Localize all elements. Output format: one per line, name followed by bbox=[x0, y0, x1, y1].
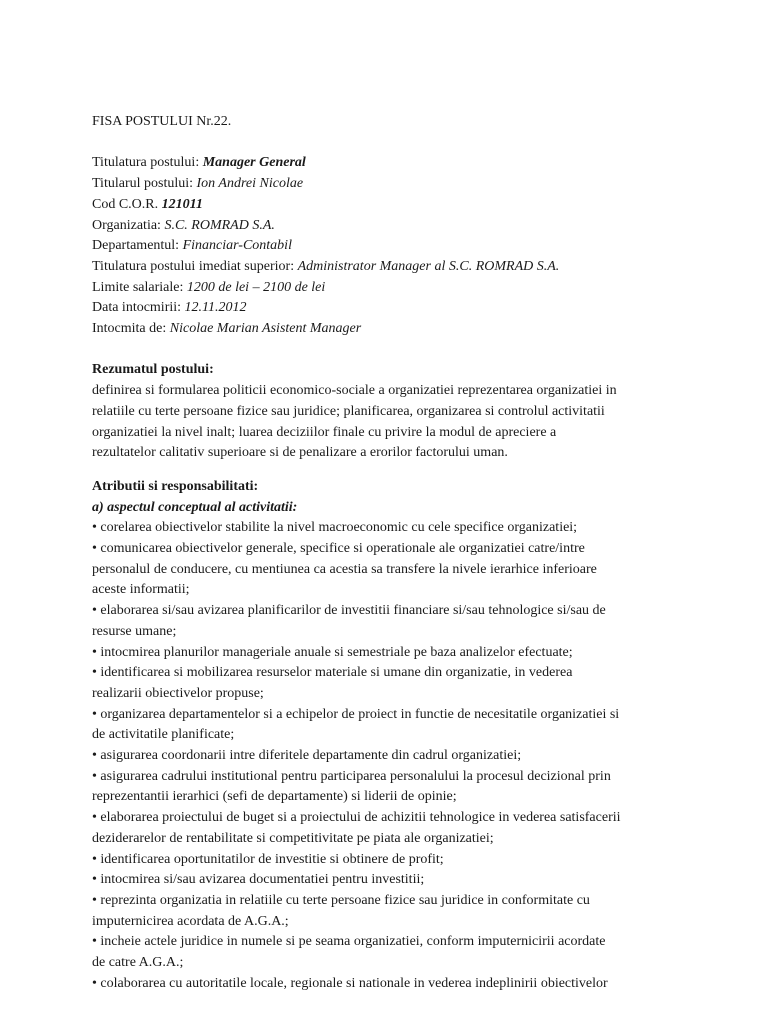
field-row bbox=[92, 216, 692, 237]
field-row bbox=[92, 236, 692, 257]
duties-heading: Atributii si responsabilitati: bbox=[92, 478, 259, 494]
duty-line: reprezentantii ierarhici (sefi de departamente) si liderii de opinie; bbox=[92, 789, 457, 805]
duty-line: personalul de conducere, cu mentiunea ca acestia sa transfere la nivele ierarhice inferioare bbox=[92, 561, 597, 577]
duty-line: • organizarea departamentelor si a echipelor de proiect in functie de necesitatile organizatiei si bbox=[92, 706, 620, 722]
field-row bbox=[92, 319, 692, 340]
field-row bbox=[92, 195, 692, 216]
field-label: Titulatura postului imediat superior: bbox=[92, 258, 298, 274]
summary-line: definirea si formularea politicii economico-sociale a organizatiei reprezentarea organizatiei in bbox=[92, 383, 617, 399]
duty-item bbox=[92, 518, 692, 539]
field-value: 1200 de lei – 2100 de lei bbox=[186, 279, 326, 295]
job-fields bbox=[92, 153, 692, 339]
summary-line: relatiile cu terte persoane fizice sau juridice; planificarea, organizarea si controlul activitatii bbox=[92, 403, 605, 419]
spacer bbox=[92, 340, 692, 361]
summary-text bbox=[92, 381, 692, 464]
field-label: Intocmita de: bbox=[92, 321, 170, 337]
field-label: Data intocmirii: bbox=[92, 300, 185, 316]
summary-line: rezultatelor calitativ superioare si de penalizare a erorilor factorului uman. bbox=[92, 445, 508, 461]
duty-item bbox=[92, 746, 692, 767]
duty-line: • corelarea obiectivelor stabilite la nivel macroeconomic cu cele specifice organizatiei; bbox=[92, 520, 578, 536]
duty-item bbox=[92, 974, 692, 995]
field-row bbox=[92, 278, 692, 299]
duty-item bbox=[92, 663, 692, 704]
duty-line: • incheie actele juridice in numele si pe seama organizatiei, conform imputernicirii acordate bbox=[92, 934, 606, 950]
duty-item bbox=[92, 643, 692, 664]
duty-line: • asigurarea coordonarii intre diferitele departamente din cadrul organizatiei; bbox=[92, 748, 522, 764]
document-title: FISA POSTULUI Nr.22. bbox=[92, 114, 232, 129]
field-row bbox=[92, 257, 692, 278]
field-value: Financiar-Contabil bbox=[182, 238, 292, 254]
field-label: Organizatia: bbox=[92, 217, 165, 233]
duty-line: aceste informatii; bbox=[92, 582, 190, 598]
spacer bbox=[92, 464, 692, 477]
duties-subheading: a) aspectul conceptual al activitatii: bbox=[92, 499, 298, 515]
duty-line: resurse umane; bbox=[92, 623, 177, 639]
field-row bbox=[92, 174, 692, 195]
job-description-document bbox=[92, 112, 692, 995]
field-label: Departamentul: bbox=[92, 238, 183, 254]
field-label: Titularul postului: bbox=[92, 176, 197, 192]
summary-heading: Rezumatul postului: bbox=[92, 362, 214, 378]
field-label: Titulatura postului: bbox=[92, 155, 203, 171]
field-row bbox=[92, 298, 692, 319]
duty-line: deziderarelor de rentabilitate si competitivitate pe piata ale organizatiei; bbox=[92, 830, 494, 846]
field-value: Administrator Manager al S.C. ROMRAD S.A. bbox=[297, 258, 560, 274]
duty-item bbox=[92, 539, 692, 601]
duty-item bbox=[92, 932, 692, 973]
duty-item bbox=[92, 808, 692, 849]
field-value: 12.11.2012 bbox=[184, 300, 247, 316]
duty-line: • identificarea si mobilizarea resurselor materiale si umane din organizatie, in vederea bbox=[92, 665, 573, 681]
field-row bbox=[92, 153, 692, 174]
duty-line: imputernicirea acordata de A.G.A.; bbox=[92, 913, 289, 929]
duty-line: • asigurarea cadrului institutional pentru participarea personalului la procesul decizional prin bbox=[92, 768, 611, 784]
field-value: Manager General bbox=[202, 155, 306, 171]
field-value: S.C. ROMRAD S.A. bbox=[164, 217, 275, 233]
duty-line: • colaborarea cu autoritatile locale, regionale si nationale in vederea indeplinirii obiectivelor bbox=[92, 975, 608, 991]
duty-item bbox=[92, 850, 692, 871]
spacer bbox=[92, 133, 692, 154]
duty-line: de activitatile planificate; bbox=[92, 727, 235, 743]
duty-line: • intocmirea si/sau avizarea documentatiei pentru investitii; bbox=[92, 872, 425, 888]
duty-line: • elaborarea si/sau avizarea planificarilor de investitii financiare si/sau tehnologice si/sau de bbox=[92, 603, 606, 619]
duty-line: • comunicarea obiectivelor generale, specifice si operationale ale organizatiei catre/intre bbox=[92, 541, 585, 557]
field-value: 121011 bbox=[161, 196, 203, 212]
duties-list bbox=[92, 518, 692, 994]
duty-item bbox=[92, 601, 692, 642]
duty-item bbox=[92, 891, 692, 932]
field-label: Limite salariale: bbox=[92, 279, 187, 295]
duty-item bbox=[92, 705, 692, 746]
duty-line: • reprezinta organizatia in relatiile cu terte persoane fizice sau juridice in conformitate cu bbox=[92, 892, 590, 908]
duty-line: • intocmirea planurilor manageriale anuale si semestriale pe baza analizelor efectuate; bbox=[92, 644, 573, 660]
duty-item bbox=[92, 870, 692, 891]
duty-item bbox=[92, 767, 692, 808]
field-value: Ion Andrei Nicolae bbox=[196, 176, 304, 192]
duty-line: • identificarea oportunitatilor de investitie si obtinere de profit; bbox=[92, 851, 444, 867]
summary-line: organizatiei la nivel inalt; luarea deciziilor finale cu privire la modul de apreciere a bbox=[92, 424, 557, 440]
field-value: Nicolae Marian Asistent Manager bbox=[169, 321, 362, 337]
duty-line: realizarii obiectivelor propuse; bbox=[92, 685, 264, 701]
duty-line: • elaborarea proiectului de buget si a proiectului de achizitii tehnologice in vederea satisfacerii bbox=[92, 810, 621, 826]
duty-line: de catre A.G.A.; bbox=[92, 955, 184, 971]
field-label: Cod C.O.R. bbox=[92, 196, 162, 212]
